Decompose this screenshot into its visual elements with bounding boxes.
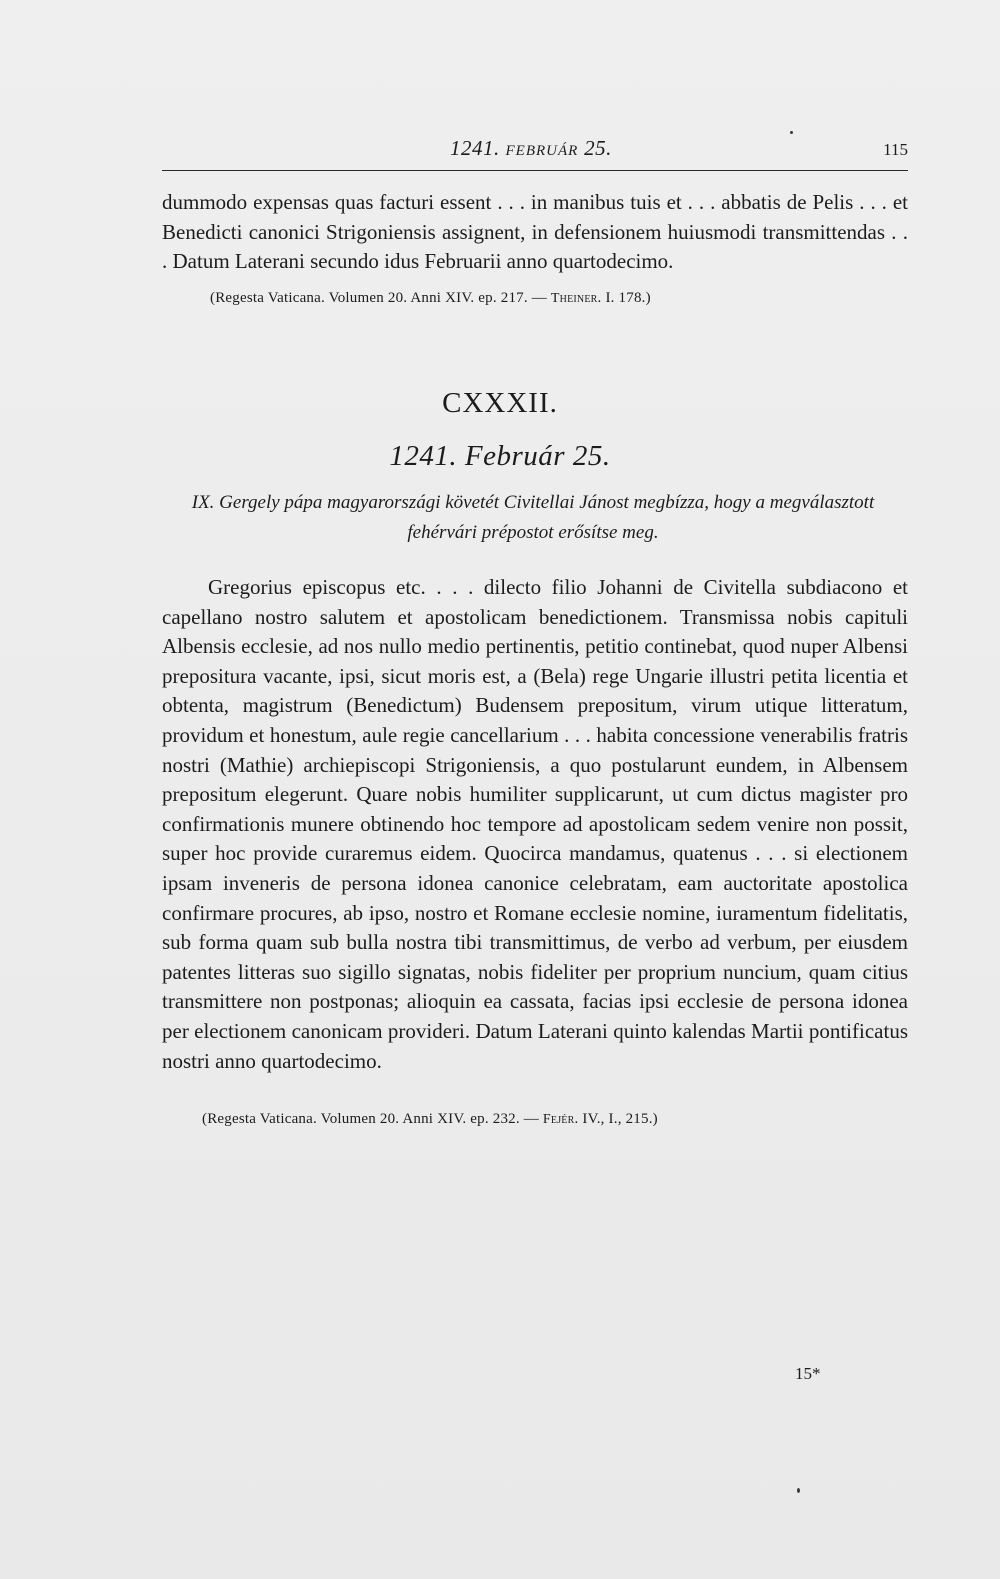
ink-speck (797, 1488, 800, 1493)
previous-document-continuation (162, 188, 908, 277)
running-header (162, 136, 908, 171)
previous-document-reference (210, 290, 651, 307)
document-date: 1241. Február 25. (389, 440, 611, 472)
page-number: 115 (883, 140, 908, 159)
reference-prefix: (Regesta Vaticana. Volumen 20. Anni XIV. ep. 217. — (210, 290, 551, 306)
document-summary (158, 488, 908, 548)
header-year: 1241. (450, 136, 500, 160)
reference-author: Theiner (550, 291, 598, 306)
reference-prefix: (Regesta Vaticana. Volumen 20. Anni XIV. ep. 232. — (202, 1111, 543, 1127)
signature-mark: 15* (795, 1364, 821, 1383)
reference-suffix: . I. 178.) (597, 290, 651, 306)
reference-author: Fejér (542, 1112, 575, 1127)
body-paragraph: Gregorius episcopus etc. . . . dilecto filio Johanni de Civitella subdiacono et capellano nostro salutem et apostolicam benedictionem. Transmissa nobis capituli Albensis ecclesie, ad nos nullo medio pertinentis, petitio continebat, quod nuper Albensi prepositura vacante, ipsi, sicut moris est, a (Bela) rege Ungarie illustri petita licentia et obtenta, magistrum (Benedictum) Budensem prepositum, virum utique litteratum, providum et honestum, aule regie cancellarium . . . habita concessione venerabilis fratris nostri (Mathie) archiepiscopi Strigoniensis, a quo postularunt eundem, in Albensem prepositum elegerunt. Quare nobis humiliter supplicarunt, ut cum dictus magister pro confirmationis munere obtinendo hoc tempore ad apostolicam sedem venire non possit, super hoc provide curaremus eidem. Quocirca mandamus, quatenus . . . si electionem ipsam inveneris de persona idonea canonice celebratam, eam auctoritate apostolica confirmare procures, ab ipso, nostro et Romane ecclesie nomine, iuramentum fidelitatis, sub forma quam sub bulla nostra tibi transmittimus, de verbo ad verbum, per eiusdem patentes litteras suo sigillo signatas, nobis fideliter per proprium nuncium, quam citius transmittere non postponas; alioquin ea cassata, facias ipsi ecclesie de persona idonea per electionem canonicam provideri. Datum Laterani quinto kalendas Martii pontificatus nostri anno quartodecimo. (162, 575, 908, 1073)
header-month: FEBRUÁR (505, 143, 579, 159)
header-day: 25. (584, 136, 612, 160)
summary-line-1: IX. Gergely pápa magyarországi követét Civitellai Jánost megbízza, hogy a megválasztott (191, 492, 875, 513)
document-body (162, 573, 908, 1076)
document-number: CXXXII. (442, 387, 558, 419)
summary-line-2: fehérvári prépostot erősítse meg. (407, 522, 659, 543)
header-date (450, 136, 612, 161)
document-reference (202, 1111, 658, 1128)
reference-suffix: . IV., I., 215.) (574, 1111, 658, 1127)
ink-speck (790, 131, 793, 134)
continuation-paragraph: dummodo expensas quas facturi essent . . . in manibus tuis et . . . abbatis de Pelis . . . et Benedicti canonici Strigoniensis assignent, in defensionem huiusmodi transmittendas . . . Datum Laterani secundo idus Februarii anno quartodecimo. (162, 190, 908, 273)
